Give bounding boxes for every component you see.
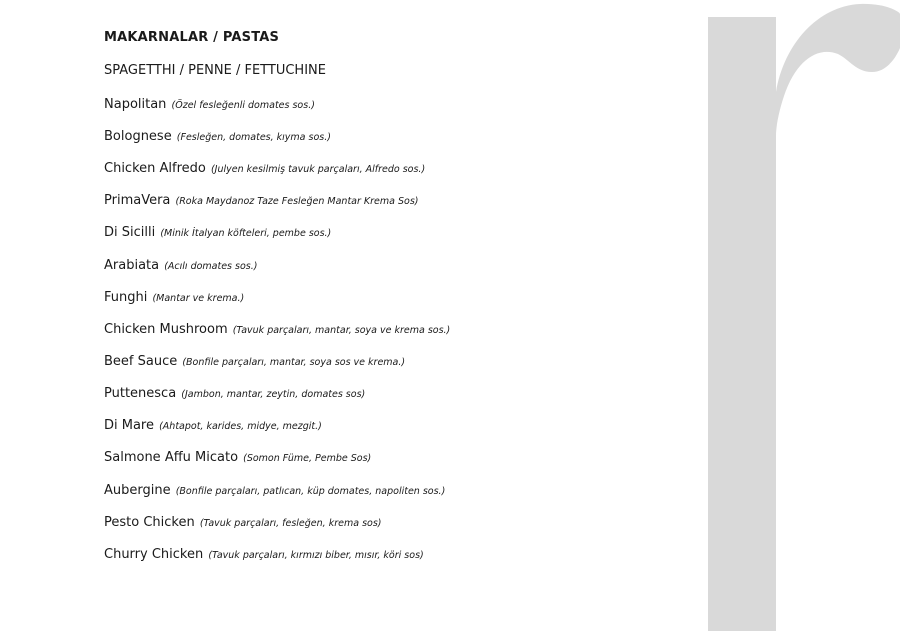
menu-item-description: (Ahtapot, karides, midye, mezgit.)	[159, 421, 322, 432]
menu-item-name: Beef Sauce	[104, 354, 178, 369]
menu-item-description: (Mantar ve krema.)	[152, 293, 245, 304]
menu-item	[104, 95, 315, 114]
menu-item	[104, 159, 425, 178]
menu-item-description: (Somon Füme, Pembe Sos)	[243, 453, 372, 464]
letter-r-shoulder	[776, 4, 900, 136]
menu-item	[104, 384, 365, 403]
menu-item	[104, 320, 450, 339]
menu-item-name: Arabiata	[104, 258, 160, 273]
menu-item-description: (Tavuk parçaları, mantar, soya ve krema sos.)	[232, 325, 451, 336]
menu-item-name: Napolitan	[104, 97, 167, 112]
menu-item-name: Di Mare	[104, 418, 154, 433]
menu-item	[104, 448, 371, 467]
menu-item-description: (Tavuk parçaları, fesleğen, krema sos)	[199, 518, 382, 529]
menu-item-name: Di Sicilli	[104, 225, 156, 240]
section-subtitle: SPAGETTHI / PENNE / FETTUCHINE	[104, 63, 326, 78]
menu-item	[104, 513, 381, 532]
menu-item-description: (Julyen kesilmiş tavuk parçaları, Alfredo sos.)	[210, 164, 426, 175]
menu-item-description: (Roka Maydanoz Taze Fesleğen Mantar Krema Sos)	[175, 196, 419, 207]
menu-item	[104, 127, 331, 146]
menu-item	[104, 191, 419, 210]
menu-item	[104, 223, 331, 242]
menu-item-name: Churry Chicken	[104, 547, 204, 562]
menu-item-description: (Tavuk parçaları, kırmızı biber, mısır, köri sos)	[208, 550, 424, 561]
menu-item-description: (Acılı domates sos.)	[164, 261, 258, 272]
menu-item-name: Aubergine	[104, 483, 171, 498]
menu-item-name: Funghi	[104, 290, 148, 305]
menu-item-description: (Bonfile parçaları, patlıcan, küp domates, napoliten sos.)	[175, 486, 446, 497]
menu-item-name: Bolognese	[104, 129, 172, 144]
menu-item-description: (Jambon, mantar, zeytin, domates sos)	[181, 389, 366, 400]
menu-item-name: Pesto Chicken	[104, 515, 195, 530]
menu-item-description: (Minik İtalyan köfteleri, pembe sos.)	[160, 228, 332, 239]
section-title: MAKARNALAR / PASTAS	[104, 30, 280, 45]
menu-item	[104, 545, 424, 564]
menu-item	[104, 352, 405, 371]
menu-item-name: PrimaVera	[104, 193, 171, 208]
menu-item-name: Chicken Alfredo	[104, 161, 206, 176]
letter-r-stem	[708, 17, 776, 631]
menu-item	[104, 256, 257, 275]
menu-item-description: (Özel fesleğenli domates sos.)	[171, 100, 315, 111]
menu-item-name: Salmone Affu Micato	[104, 450, 239, 465]
menu-item	[104, 416, 322, 435]
menu-item-description: (Fesleğen, domates, kıyma sos.)	[176, 132, 331, 143]
decorative-r-letterform	[700, 0, 900, 631]
menu-item-description: (Bonfile parçaları, mantar, soya sos ve krema.)	[182, 357, 406, 368]
menu-item	[104, 481, 445, 500]
menu-item-name: Chicken Mushroom	[104, 322, 228, 337]
menu-item-name: Puttenesca	[104, 386, 177, 401]
menu-item	[104, 288, 244, 307]
